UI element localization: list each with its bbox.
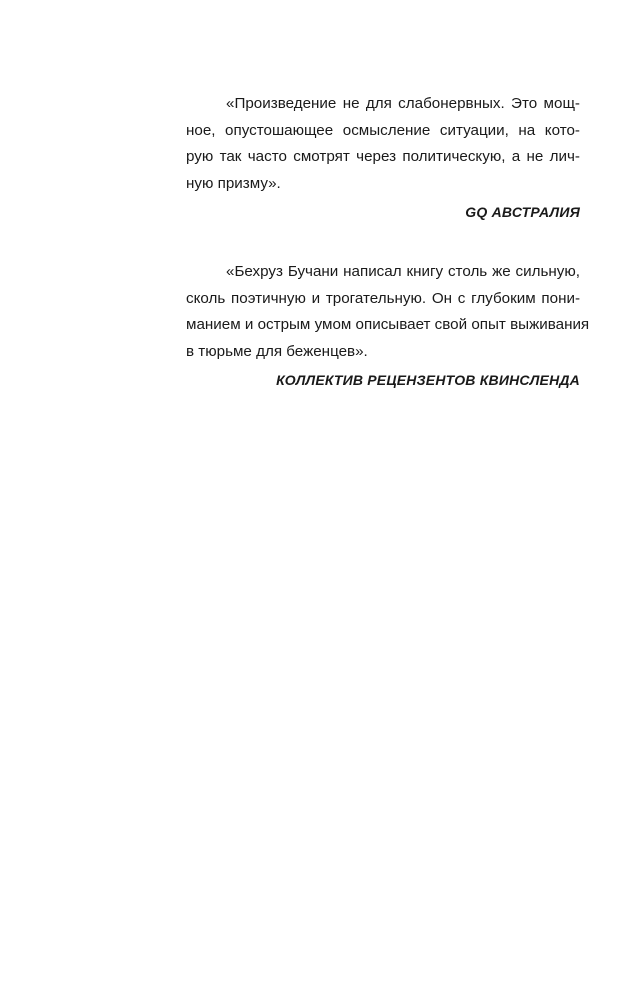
quote-line: сколь поэтичную и трогательную. Он с глубоким пони- — [186, 289, 580, 307]
quote-line: «Бехруз Бучани написал книгу столь же сильную, — [226, 263, 580, 280]
quote-line: ную призму». — [186, 174, 281, 192]
quote-line: в тюрьме для беженцев». — [186, 342, 368, 360]
review-quote-gq — [186, 91, 580, 223]
review-source: GQ АВСТРАЛИЯ — [465, 204, 580, 220]
quote-line: «Произведение не для слабонервных. Это мощ- — [226, 95, 580, 112]
quote-line: манием и острым умом описывает свой опыт выживания — [186, 316, 590, 333]
review-quote-queensland — [186, 259, 590, 391]
quote-line: рую так часто смотрят через политическую, а не лич- — [186, 148, 580, 165]
quote-line: ное, опустошающее осмысление ситуации, на кото- — [186, 121, 580, 139]
review-source: КОЛЛЕКТИВ РЕЦЕНЗЕНТОВ КВИНСЛЕНДА — [276, 372, 580, 388]
